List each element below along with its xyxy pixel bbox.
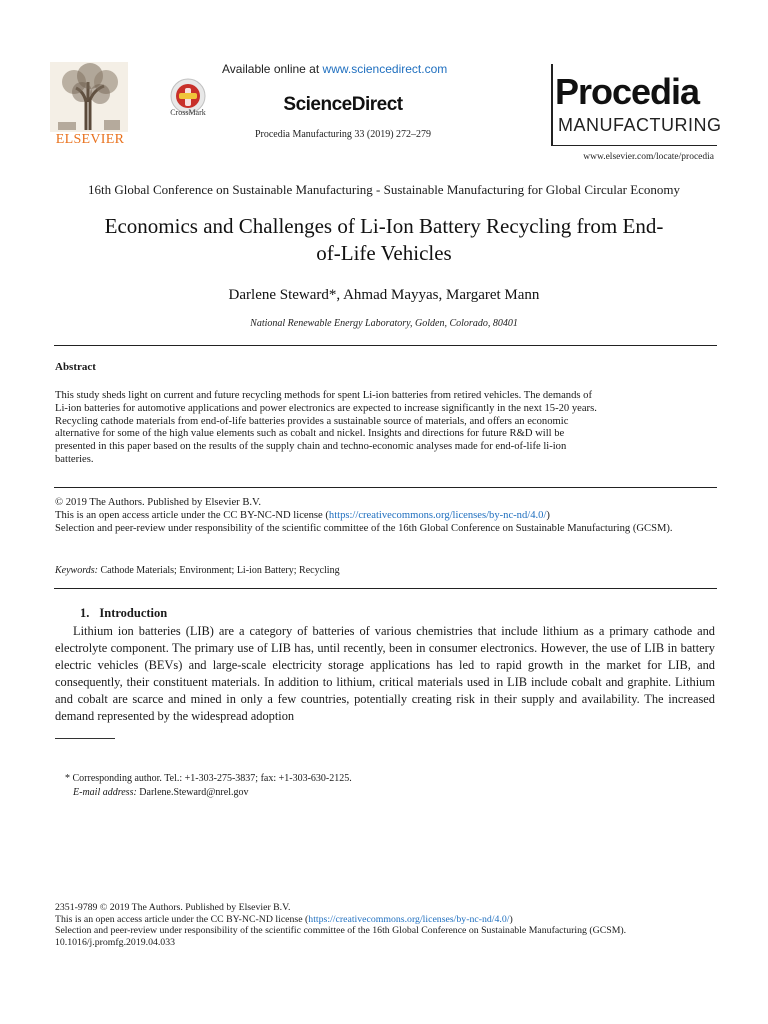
section-heading-introduction <box>80 606 167 621</box>
abstract-line: alternative for some of the high value elements such as cobalt and nickel. Insights and directions for future R&D will be <box>55 428 565 440</box>
abstract-line: batteries. <box>55 453 94 465</box>
available-online-line <box>222 62 447 76</box>
abstract-heading: Abstract <box>55 361 96 373</box>
section-number: 1. <box>80 606 90 620</box>
abstract-body <box>55 390 717 467</box>
title-line-2: of-Life Vehicles <box>316 241 452 265</box>
abstract-line: Recycling cathode materials from end-of-life batteries provides a sustainable source of materials, and offers an economic <box>55 415 569 427</box>
divider-abstract <box>54 487 717 488</box>
footer-issn-line: 2351-9789 © 2019 The Authors. Published by Elsevier B.V. <box>55 902 291 913</box>
email-note <box>73 787 248 798</box>
procedia-wordmark: Procedia <box>555 71 700 112</box>
journal-url-link[interactable]: www.elsevier.com/locate/procedia <box>583 152 714 162</box>
title-line-1: Economics and Challenges of Li-Ion Battery Recycling from End- <box>104 214 664 238</box>
divider-keywords <box>54 588 717 589</box>
paper-title <box>56 213 712 267</box>
section-title: Introduction <box>99 606 168 620</box>
footer-license-line: This is an open access article under the CC BY-NC-ND license (https://creativecommons.org/licenses/by-nc-nd/4.0/) <box>55 913 513 925</box>
introduction-paragraph: Lithium ion batteries (LIB) are a category of batteries of various chemistries that include lithium as a primary cathode and electrolyte component. The primary use of LIB has, until recently, been in consumer electronics. However, the use of LIB in battery electric vehicles (BEVs) and large-scale electricity storage applications has led to rapid growth in the market for LIB, and consequently, their constituent materials. In addition to lithium, critical materials used in LIB include cobalt and graphite. Lithium and cobalt are scarce and mined in only a few countries, potentially creating risk in their supply and availability. The increased demand represented by the widespread adoption <box>55 624 715 723</box>
email-address[interactable]: Darlene.Steward@nrel.gov <box>136 787 249 798</box>
copyright-block <box>55 497 717 535</box>
available-prefix: Available online at <box>222 62 323 76</box>
keywords-label: Keywords: <box>55 565 98 576</box>
corresponding-author-note: * Corresponding author. Tel.: +1-303-275-3837; fax: +1-303-630-2125. <box>65 773 352 784</box>
elsevier-wordmark: ELSEVIER <box>55 132 125 147</box>
conference-name: 16th Global Conference on Sustainable Manufacturing - Sustainable Manufacturing for Global Circular Economy <box>87 182 681 197</box>
abstract-line: This study sheds light on current and future recycling methods for spent Li-ion batteries from retired vehicles. The demands of <box>55 390 592 401</box>
footer-doi[interactable]: 10.1016/j.promfg.2019.04.033 <box>55 936 176 948</box>
crossmark-icon[interactable] <box>166 70 210 126</box>
footnote-divider <box>55 738 115 739</box>
affiliation: National Renewable Energy Laboratory, Golden, Colorado, 80401 <box>250 318 518 329</box>
sciencedirect-link[interactable]: www.sciencedirect.com <box>322 62 448 76</box>
manufacturing-wordmark: MANUFACTURING <box>558 115 722 135</box>
journal-reference: Procedia Manufacturing 33 (2019) 272–279 <box>254 129 432 140</box>
page-footer <box>55 902 735 948</box>
license-line: This is an open access article under the CC BY-NC-ND license (https://creativecommons.org/licenses/by-nc-nd/4.0/) <box>55 509 550 521</box>
footer-license-link[interactable]: https://creativecommons.org/licenses/by-nc-nd/4.0/ <box>308 913 510 925</box>
crossmark-label: CrossMark <box>170 108 206 117</box>
sciencedirect-wordmark: ScienceDirect <box>283 94 403 115</box>
peer-review-line: Selection and peer-review under responsibility of the scientific committee of the 16th Global Conference on Sustainable Manufacturing (GCSM). <box>55 522 673 534</box>
brand-underline <box>551 145 717 146</box>
copyright-line: © 2019 The Authors. Published by Elsevier B.V. <box>55 497 261 508</box>
divider-top <box>54 345 717 346</box>
brand-divider <box>551 64 553 146</box>
keywords-list: Cathode Materials; Environment; Li-ion Battery; Recycling <box>97 565 340 576</box>
footer-peer-review-line: Selection and peer-review under responsibility of the scientific committee of the 16th Global Conference on Sustainable Manufacturing (GCSM). <box>55 925 627 937</box>
abstract-line: presented in this paper based on the results of the supply chain and techno-economic analyses made for end-of-life li-ion <box>55 441 567 453</box>
license-link[interactable]: https://creativecommons.org/licenses/by-nc-nd/4.0/ <box>328 509 547 521</box>
authors: Darlene Steward*, Ahmad Mayyas, Margaret Mann <box>228 287 540 303</box>
email-label: E-mail address: <box>73 787 137 798</box>
abstract-line: Li-ion batteries for automotive applications and power electronics are expected to increase significantly in the next 15-20 years. <box>55 402 597 414</box>
keywords <box>55 565 717 576</box>
